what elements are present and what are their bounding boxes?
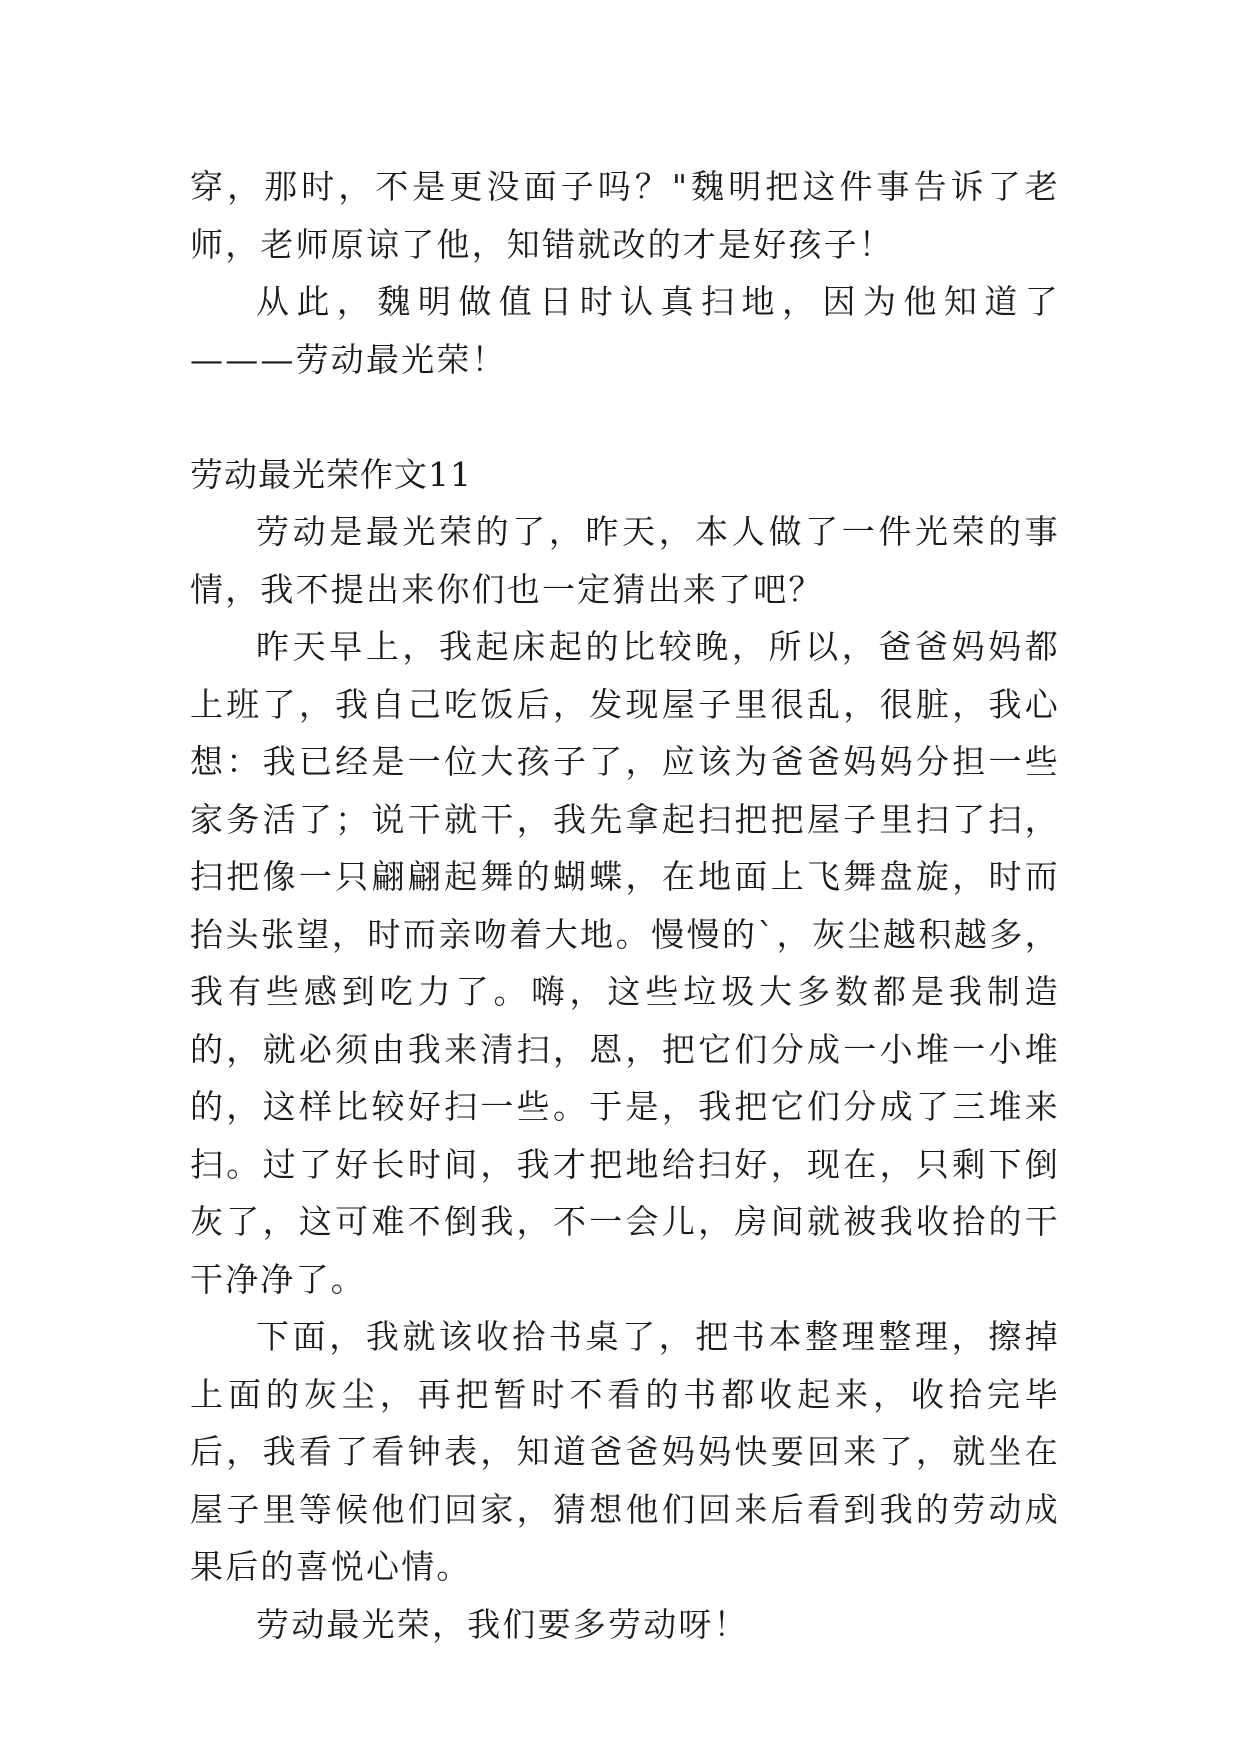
paragraph: 穿，那时，不是更没面子吗？"魏明把这件事告诉了老师，老师原谅了他，知错就改的才是好孩子！ — [190, 167, 1060, 264]
paragraph: 下面，我就该收拾书桌了，把书本整理整理，擦掉上面的灰尘，再把暂时不看的书都收起来，收拾完毕后，我看了看钟表，知道爸爸妈妈快要回来了，就坐在屋子里等候他们回家，猜想他们回来后看到我的劳动成果后的喜悦心情。 — [190, 1317, 1060, 1586]
paragraph: 从此，魏明做值日时认真扫地，因为他知道了———劳动最光荣！ — [190, 282, 1060, 379]
paragraph: 劳动是最光荣的了，昨天，本人做了一件光荣的事情，我不提出来你们也一定猜出来了吧？ — [190, 512, 1060, 609]
paragraph: 昨天早上，我起床起的比较晚，所以，爸爸妈妈都上班了，我自己吃饭后，发现屋子里很乱，很脏，我心想：我已经是一位大孩子了，应该为爸爸妈妈分担一些家务活了；说干就干，我先拿起扫把把屋子里扫了扫，扫把像一只翩翩起舞的蝴蝶，在地面上飞舞盘旋，时而抬头张望，时而亲吻着大地。慢慢的`，灰尘越积越多，我有些感到吃力了。嗨，这些垃圾大多数都是我制造的，就必须由我来清扫，恩，把它们分成一小堆一小堆的，这样比较好扫一些。于是，我把它们分成了三堆来扫。过了好长时间，我才把地给扫好，现在，只剩下倒灰了，这可难不倒我，不一会儿，房间就被我收拾的干干净净了。 — [190, 627, 1060, 1299]
paragraph: 劳动最光荣，我们要多劳动呀！ — [256, 1604, 749, 1644]
document-body — [190, 158, 1060, 1653]
section-title: 劳动最光荣作文11 — [190, 454, 472, 494]
